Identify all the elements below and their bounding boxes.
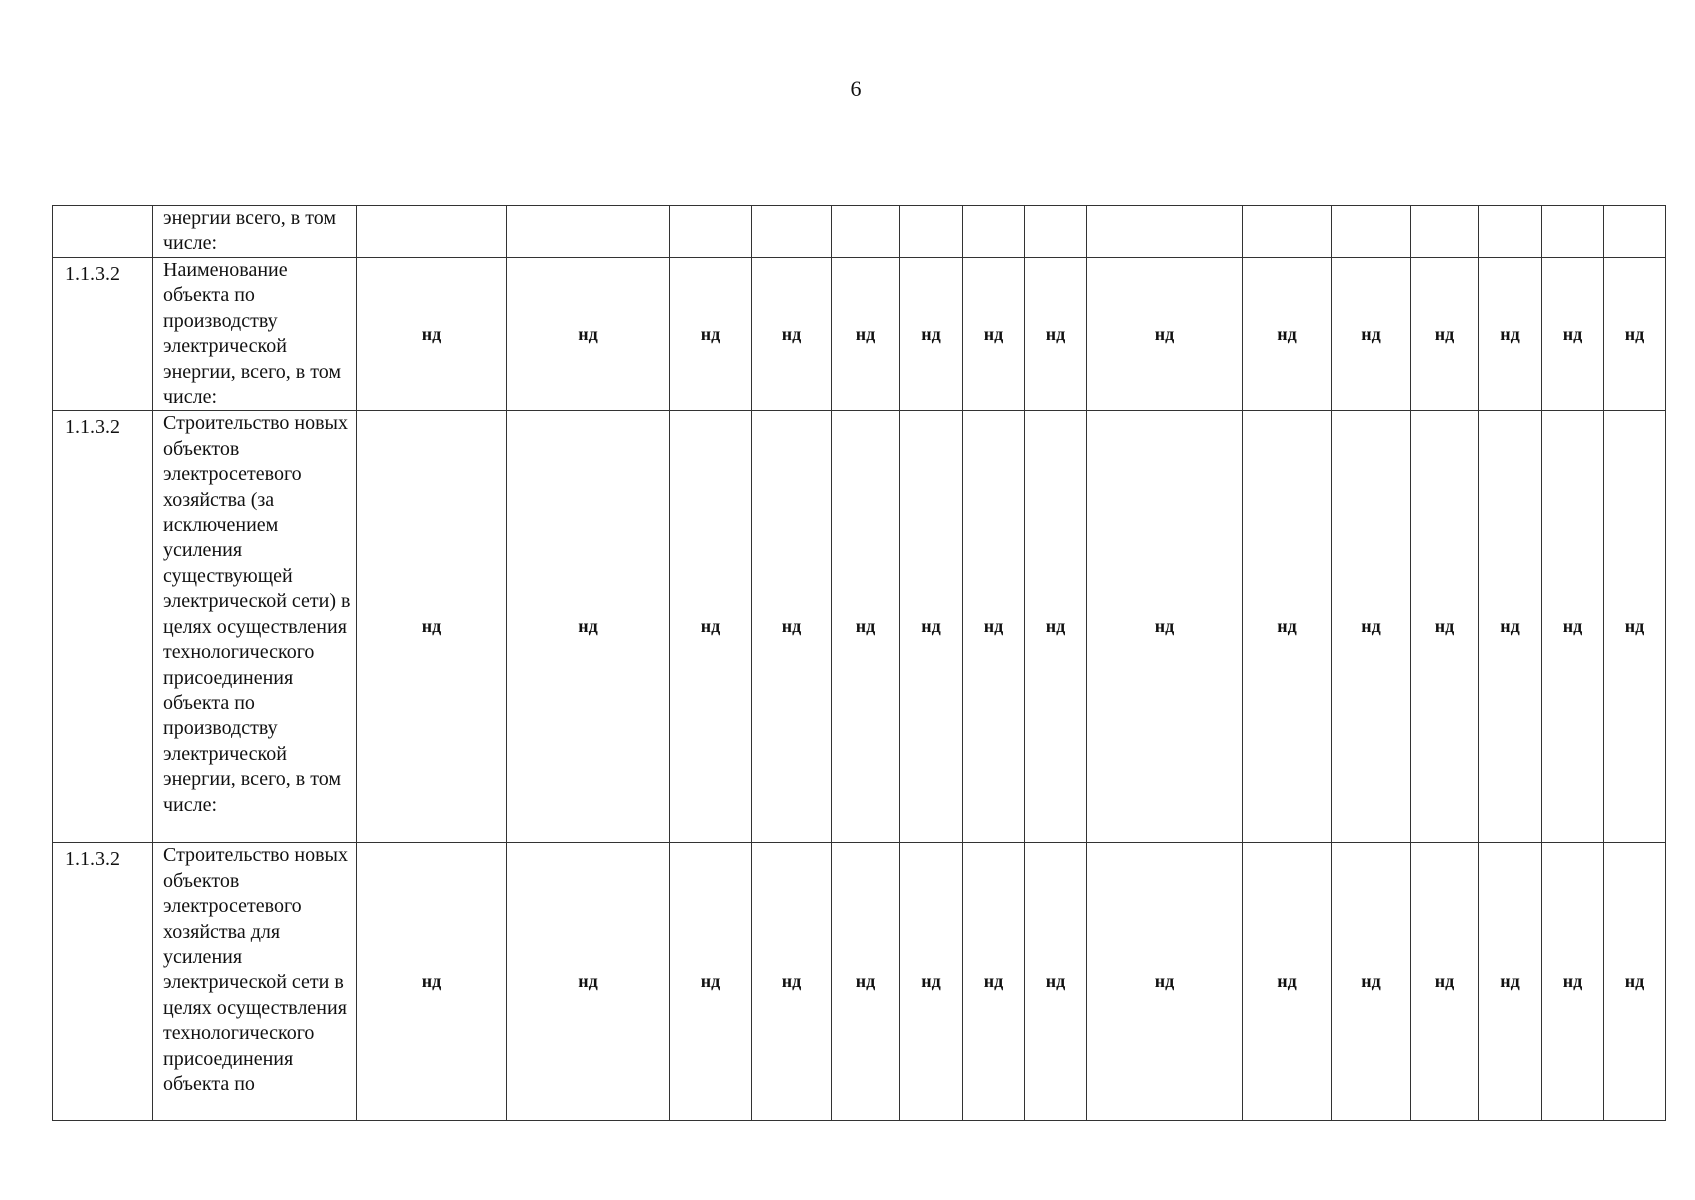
row-name-cell: Строительство новых объектов электросетевого хозяйства для усиления электрической сети в целях осуществления технологического присоединения объекта по bbox=[153, 843, 357, 1121]
value-cell: нд bbox=[507, 843, 670, 1121]
value-cell: нд bbox=[1411, 258, 1479, 411]
value-cell: нд bbox=[832, 843, 900, 1121]
table-row bbox=[53, 258, 1666, 411]
value-cell: нд bbox=[1542, 843, 1604, 1121]
value-cell: нд bbox=[1087, 411, 1243, 843]
value-cell: нд bbox=[357, 843, 507, 1121]
value-cell: нд bbox=[832, 411, 900, 843]
row-name-cell: Строительство новых объектов электросетевого хозяйства (за исключением усиления существующей электрической сети) в целях осуществления технологического присоединения объекта по производству электрической энергии, всего, в том числе: bbox=[153, 411, 357, 843]
value-cell: нд bbox=[752, 411, 832, 843]
value-cell: нд bbox=[1479, 258, 1542, 411]
value-cell: нд bbox=[963, 258, 1025, 411]
value-cell bbox=[900, 206, 963, 258]
row-code-cell: 1.1.3.2 bbox=[53, 258, 153, 411]
value-cell: нд bbox=[1332, 258, 1411, 411]
value-cell: нд bbox=[1025, 258, 1087, 411]
value-cell: нд bbox=[1479, 843, 1542, 1121]
value-cell: нд bbox=[1243, 411, 1332, 843]
value-cell: нд bbox=[1025, 843, 1087, 1121]
value-cell: нд bbox=[357, 258, 507, 411]
value-cell bbox=[1243, 206, 1332, 258]
value-cell bbox=[1332, 206, 1411, 258]
row-name-cell: энергии всего, в том числе: bbox=[153, 206, 357, 258]
value-cell: нд bbox=[963, 843, 1025, 1121]
value-cell: нд bbox=[507, 258, 670, 411]
value-cell: нд bbox=[670, 258, 752, 411]
value-cell: нд bbox=[357, 411, 507, 843]
value-cell bbox=[357, 206, 507, 258]
page-number: 6 bbox=[850, 76, 862, 101]
value-cell: нд bbox=[900, 411, 963, 843]
value-cell: нд bbox=[752, 258, 832, 411]
value-cell: нд bbox=[1542, 411, 1604, 843]
value-cell: нд bbox=[1411, 411, 1479, 843]
value-cell bbox=[1479, 206, 1542, 258]
table-row bbox=[53, 206, 1666, 258]
value-cell bbox=[1087, 206, 1243, 258]
value-cell bbox=[1411, 206, 1479, 258]
value-cell: нд bbox=[832, 258, 900, 411]
value-cell: нд bbox=[1025, 411, 1087, 843]
value-cell: нд bbox=[670, 843, 752, 1121]
table-row bbox=[53, 411, 1666, 843]
value-cell: нд bbox=[1087, 843, 1243, 1121]
value-cell: нд bbox=[1604, 258, 1666, 411]
value-cell: нд bbox=[670, 411, 752, 843]
value-cell: нд bbox=[1332, 843, 1411, 1121]
value-cell bbox=[670, 206, 752, 258]
value-cell: нд bbox=[752, 843, 832, 1121]
row-code-cell bbox=[53, 206, 153, 258]
value-cell bbox=[507, 206, 670, 258]
value-cell bbox=[1542, 206, 1604, 258]
value-cell: нд bbox=[1604, 843, 1666, 1121]
table-body bbox=[53, 206, 1666, 1121]
value-cell bbox=[752, 206, 832, 258]
row-code-cell: 1.1.3.2 bbox=[53, 843, 153, 1121]
table-row bbox=[53, 843, 1666, 1121]
value-cell: нд bbox=[1243, 843, 1332, 1121]
row-code-cell: 1.1.3.2 bbox=[53, 411, 153, 843]
value-cell bbox=[963, 206, 1025, 258]
value-cell: нд bbox=[1479, 411, 1542, 843]
value-cell: нд bbox=[1411, 843, 1479, 1121]
value-cell: нд bbox=[900, 258, 963, 411]
value-cell: нд bbox=[1332, 411, 1411, 843]
data-table bbox=[52, 205, 1666, 1121]
value-cell: нд bbox=[1604, 411, 1666, 843]
value-cell bbox=[1604, 206, 1666, 258]
row-name-cell: Наименование объекта по производству электрической энергии, всего, в том числе: bbox=[153, 258, 357, 411]
value-cell: нд bbox=[900, 843, 963, 1121]
value-cell: нд bbox=[507, 411, 670, 843]
value-cell: нд bbox=[1542, 258, 1604, 411]
value-cell: нд bbox=[1087, 258, 1243, 411]
value-cell bbox=[1025, 206, 1087, 258]
value-cell bbox=[832, 206, 900, 258]
value-cell: нд bbox=[963, 411, 1025, 843]
value-cell: нд bbox=[1243, 258, 1332, 411]
